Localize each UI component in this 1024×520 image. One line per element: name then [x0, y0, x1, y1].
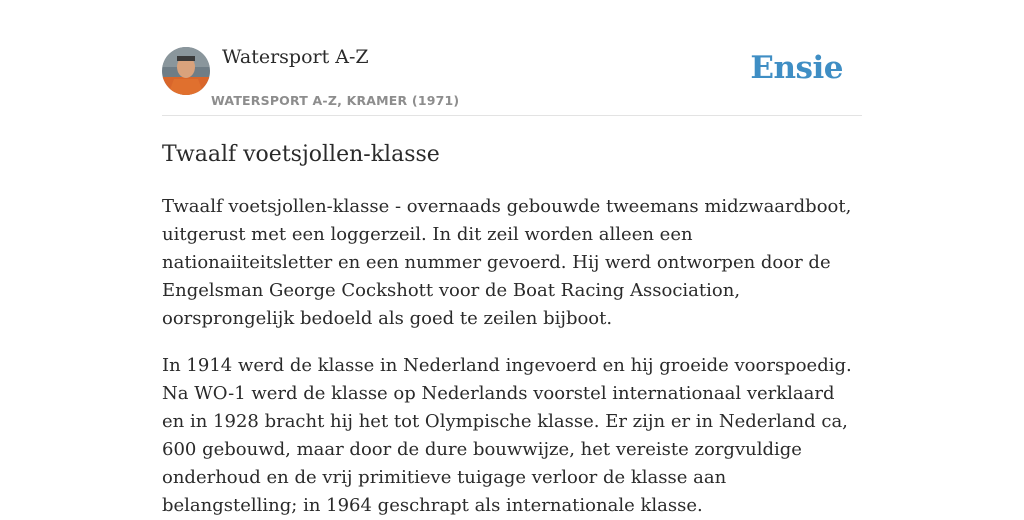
entry-paragraph: Twaalf voetsjollen-klasse - overnaads gebouwde tweemans midzwaardboot, uitgerust met een loggerzeil. In dit zeil worden alleen een nationaiiteitsletter en een nummer gevoerd. Hij werd ontworpen door de Engelsman George Cockshott voor de Boat Racing Association, oorsprongelijk bedoeld als goed te zeilen bijboot. — [162, 196, 852, 329]
avatar-image — [162, 47, 210, 95]
entry-title: Twaalf voetsjollen-klasse — [162, 142, 440, 167]
entry-card — [162, 46, 862, 520]
source-avatar[interactable] — [162, 47, 210, 95]
source-name[interactable]: Watersport A-Z — [222, 46, 369, 68]
entry-paragraph: In 1914 werd de klasse in Nederland ingevoerd en hij groeide voorspoedig. Na WO-1 werd de klasse op Nederlands voorstel internationaal verklaard en in 1928 bracht hij het tot Olympische klasse. Er zijn er in Nederland ca, 600 gebouwd, maar door de dure bouwwijze, het vereiste zorgvuldige onderhoud en de vrij primitieve tuigage verloor de klasse aan belangstelling; in 1964 geschrapt als internationale klasse. — [162, 355, 852, 516]
source-detail: WATERSPORT A-Z, KRAMER (1971) — [211, 93, 460, 108]
ensie-logo[interactable]: Ensie — [750, 50, 843, 86]
entry-header — [162, 46, 862, 116]
